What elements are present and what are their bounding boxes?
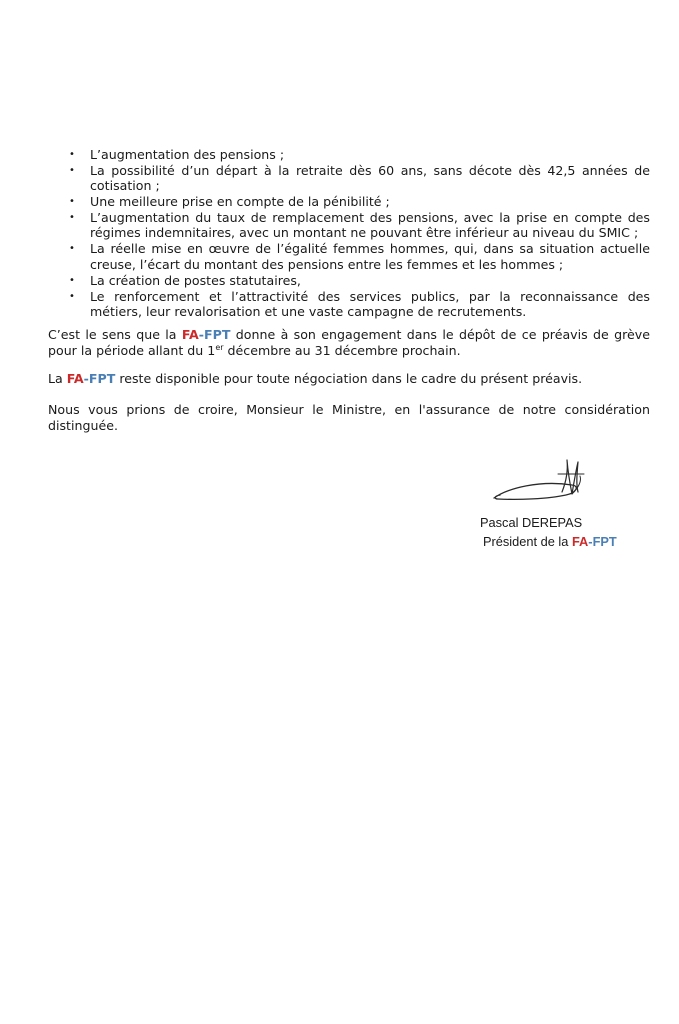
bullet-icon: • <box>69 149 75 160</box>
org-name: FA-FPT <box>66 371 116 386</box>
signatory-title: Président de la FA-FPT <box>483 534 617 549</box>
bullet-icon: • <box>69 196 75 208</box>
bullet-icon: • <box>69 212 75 224</box>
handwritten-signature <box>488 452 598 512</box>
list-item: • Le renforcement et l’attractivité des services publics, par la reconnaissance des métiers, leur revalorisation et une vaste campagne de recrutements. <box>69 288 650 319</box>
list-item: • La possibilité d’un départ à la retraite dès 60 ans, sans décote dès 42,5 années de cotisation ; <box>69 163 650 194</box>
strike-notice-paragraph: C’est le sens que la FA-FPT donne à son engagement dans le dépôt de ce préavis de grève pour la période allant du 1er décembre au 31 décembre prochain. <box>48 327 650 359</box>
org-name: FA-FPT <box>571 534 617 549</box>
demands-list <box>48 147 650 320</box>
signatory-name: Pascal DEREPAS <box>480 515 583 530</box>
list-item: • Une meilleure prise en compte de la pénibilité ; <box>69 194 390 210</box>
org-name: FA-FPT <box>181 327 231 342</box>
list-item: • La création de postes statutaires, <box>69 272 301 288</box>
list-item: • L’augmentation du taux de remplacement des pensions, avec la prise en compte des régimes indemnitaires, avec un montant ne pouvant être inférieur au niveau du SMIC ; <box>69 210 650 241</box>
list-item: • La réelle mise en œuvre de l’égalité femmes hommes, qui, dans sa situation actuelle creuse, l’écart du montant des pensions entre les femmes et les hommes ; <box>69 241 650 272</box>
bullet-icon: • <box>69 165 75 176</box>
bullet-icon: • <box>69 243 75 255</box>
bullet-icon: • <box>69 290 75 302</box>
negotiation-paragraph: La FA-FPT reste disponible pour toute négociation dans le cadre du présent préavis. <box>48 371 583 386</box>
list-item: • L’augmentation des pensions ; <box>69 147 285 162</box>
closing-paragraph: Nous vous prions de croire, Monsieur le Ministre, en l'assurance de notre considération distinguée. <box>48 402 650 434</box>
bullet-icon: • <box>69 274 75 286</box>
